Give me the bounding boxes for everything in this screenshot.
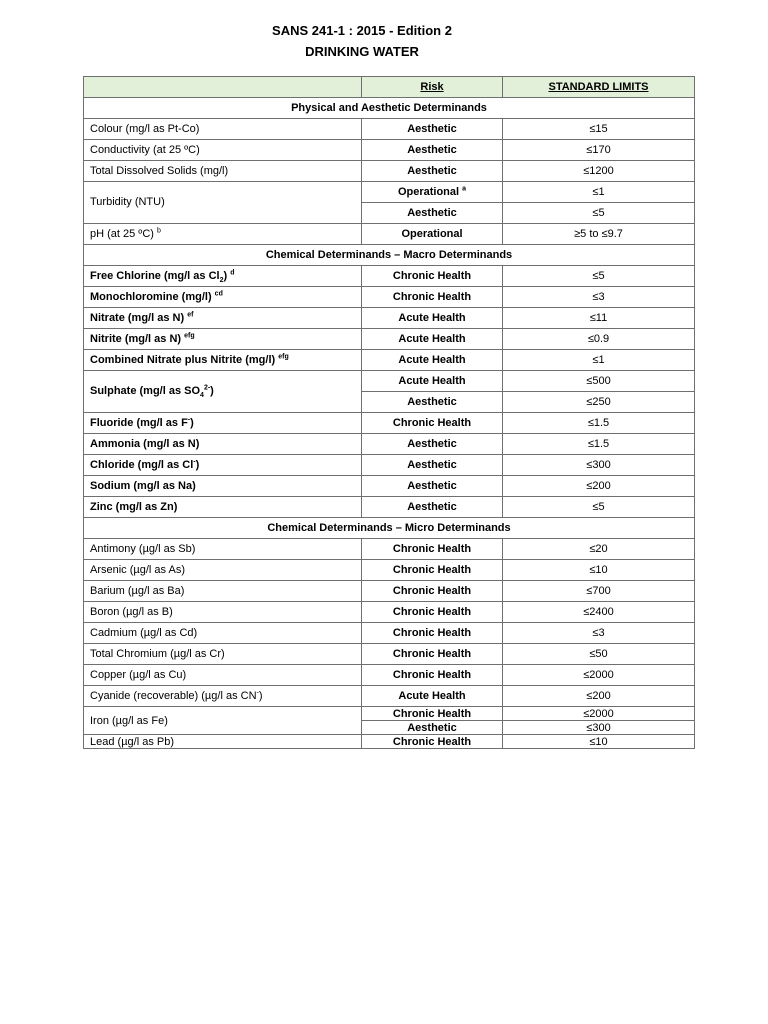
limit-cell: ≤700 — [503, 581, 695, 602]
risk-label: Aesthetic — [407, 458, 457, 471]
limit-cell: ≤20 — [503, 539, 695, 560]
table-row — [84, 707, 695, 721]
determinand-name: Boron (µg/l as B) — [90, 605, 173, 618]
risk-label: Chronic Health — [392, 563, 472, 576]
risk-cell — [362, 140, 503, 161]
determinand-cell — [84, 623, 362, 644]
determinand-name: Antimony (µg/l as Sb) — [90, 542, 196, 555]
table-row — [84, 602, 695, 623]
table-row — [84, 539, 695, 560]
table-header-row — [84, 77, 695, 98]
risk-cell — [362, 182, 503, 203]
determinand-name: Cyanide (recoverable) (µg/l as CN — [90, 689, 257, 702]
risk-label: Operational — [401, 227, 463, 240]
table-row — [84, 735, 695, 749]
limit-cell: ≤5 — [503, 266, 695, 287]
determinand-cell — [84, 308, 362, 329]
table-row — [84, 266, 695, 287]
risk-label: Aesthetic — [407, 395, 457, 408]
determinand-superscript: - — [187, 415, 191, 423]
section-row — [84, 518, 695, 539]
risk-label: Aesthetic — [407, 721, 457, 734]
table-row — [84, 182, 695, 203]
risk-cell — [362, 707, 503, 721]
limit-cell: ≤3 — [503, 623, 695, 644]
header-determinand — [84, 77, 362, 98]
limit-cell: ≤0.9 — [503, 329, 695, 350]
determinand-name: Copper (µg/l as Cu) — [90, 668, 187, 681]
determinand-cell — [84, 707, 362, 735]
determinand-cell — [84, 161, 362, 182]
determinand-cell — [84, 434, 362, 455]
risk-cell — [362, 560, 503, 581]
limit-cell: ≤500 — [503, 371, 695, 392]
determinand-cell — [84, 140, 362, 161]
determinand-subscript: 4 — [200, 392, 204, 400]
determinand-superscript: 2- — [203, 384, 211, 392]
determinand-name: Total Chromium (µg/l as Cr) — [90, 647, 225, 660]
determinand-cell — [84, 735, 362, 749]
determinand-name: Lead (µg/l as Pb) — [90, 735, 174, 748]
table-row — [84, 434, 695, 455]
risk-cell — [362, 224, 503, 245]
risk-cell — [362, 455, 503, 476]
limit-cell: ≤3 — [503, 287, 695, 308]
determinand-name: Turbidity (NTU) — [90, 196, 165, 208]
limit-cell: ≤200 — [503, 476, 695, 497]
determinand-name: pH (at 25 ºC) — [90, 227, 154, 240]
risk-cell — [362, 623, 503, 644]
table-row — [84, 665, 695, 686]
section-heading: Chemical Determinands – Micro Determinands — [84, 518, 695, 539]
determinand-cell — [84, 560, 362, 581]
limit-cell: ≥5 to ≤9.7 — [503, 224, 695, 245]
section-heading: Physical and Aesthetic Determinands — [84, 98, 695, 119]
table-row — [84, 287, 695, 308]
determinand-name-end: ) — [195, 458, 200, 471]
determinand-cell — [84, 665, 362, 686]
determinand-name: Ammonia (mg/l as N) — [90, 437, 200, 450]
section-row — [84, 98, 695, 119]
risk-label: Chronic Health — [392, 416, 472, 429]
limit-cell: ≤5 — [503, 497, 695, 518]
risk-label: Acute Health — [398, 374, 466, 387]
table-body — [84, 77, 695, 749]
determinand-cell — [84, 455, 362, 476]
section-heading: Chemical Determinands – Macro Determinands — [84, 245, 695, 266]
header-standard-limits — [503, 77, 695, 98]
risk-label: Chronic Health — [392, 626, 472, 639]
limit-cell: ≤10 — [503, 560, 695, 581]
footnote-marker: ef — [187, 310, 194, 318]
limit-cell: ≤5 — [503, 203, 695, 224]
determinand-name-end: ) — [258, 689, 263, 702]
risk-label: Chronic Health — [392, 668, 472, 681]
determinand-cell — [84, 497, 362, 518]
risk-label: Acute Health — [398, 689, 466, 702]
table-row — [84, 119, 695, 140]
limit-cell: ≤1.5 — [503, 434, 695, 455]
limit-cell: ≤1 — [503, 350, 695, 371]
determinand-name-end: ) — [223, 269, 228, 282]
determinand-name: Zinc (mg/l as Zn) — [90, 500, 178, 513]
determinand-cell — [84, 686, 362, 707]
section-row — [84, 245, 695, 266]
risk-label: Chronic Health — [392, 290, 472, 303]
limit-cell: ≤170 — [503, 140, 695, 161]
risk-cell — [362, 371, 503, 392]
table-row — [84, 497, 695, 518]
risk-cell — [362, 119, 503, 140]
risk-cell — [362, 476, 503, 497]
risk-cell — [362, 266, 503, 287]
footnote-marker: efg — [184, 331, 195, 339]
risk-cell — [362, 329, 503, 350]
risk-label: Aesthetic — [407, 479, 457, 492]
determinand-name: Colour (mg/l as Pt-Co) — [90, 122, 200, 135]
limit-cell: ≤2000 — [503, 707, 695, 721]
risk-cell — [362, 434, 503, 455]
risk-cell — [362, 203, 503, 224]
risk-cell — [362, 350, 503, 371]
risk-label: Chronic Health — [392, 584, 472, 597]
table-row — [84, 560, 695, 581]
footnote-marker: efg — [278, 352, 289, 360]
determinand-name: Sulphate (mg/l as SO — [90, 385, 201, 397]
determinand-subscript: 2 — [219, 276, 224, 284]
limit-cell: ≤1.5 — [503, 413, 695, 434]
risk-label: Aesthetic — [407, 206, 457, 219]
document-title: SANS 241-1 : 2015 - Edition 2 — [272, 23, 452, 38]
limit-cell: ≤300 — [503, 721, 695, 735]
risk-label: Aesthetic — [407, 143, 457, 156]
risk-cell — [362, 665, 503, 686]
table-row — [84, 329, 695, 350]
determinand-cell — [84, 350, 362, 371]
risk-label: Chronic Health — [392, 707, 472, 720]
table-row — [84, 581, 695, 602]
determinand-name: Total Dissolved Solids (mg/l) — [90, 164, 229, 177]
footnote-marker: d — [230, 268, 235, 276]
table-row — [84, 308, 695, 329]
risk-cell — [362, 686, 503, 707]
document-subtitle: DRINKING WATER — [305, 44, 419, 59]
determinand-name: Monochloromine (mg/l) — [90, 290, 212, 303]
risk-label: Chronic Health — [392, 269, 472, 282]
table-row — [84, 224, 695, 245]
determinand-cell — [84, 602, 362, 623]
limit-cell: ≤300 — [503, 455, 695, 476]
risk-label: Acute Health — [398, 311, 466, 324]
determinand-name: Cadmium (µg/l as Cd) — [90, 626, 198, 639]
risk-cell — [362, 161, 503, 182]
limit-cell: ≤2000 — [503, 665, 695, 686]
header-limits-label: STANDARD LIMITS — [548, 80, 649, 93]
determinand-name: Iron (µg/l as Fe) — [90, 714, 168, 727]
table-row — [84, 413, 695, 434]
risk-cell — [362, 392, 503, 413]
risk-label: Acute Health — [398, 332, 466, 345]
table-row — [84, 140, 695, 161]
determinand-name-end: ) — [210, 385, 214, 397]
determinand-cell — [84, 329, 362, 350]
risk-label: Chronic Health — [392, 542, 472, 555]
footnote-marker: a — [462, 184, 467, 192]
standard-limits-table — [83, 76, 695, 749]
determinand-name: Combined Nitrate plus Nitrite (mg/l) — [90, 353, 276, 366]
risk-label: Chronic Health — [392, 605, 472, 618]
determinand-cell — [84, 224, 362, 245]
table-row — [84, 371, 695, 392]
header-risk — [362, 77, 503, 98]
risk-label: Aesthetic — [407, 437, 457, 450]
risk-cell — [362, 644, 503, 665]
determinand-name: Nitrate (mg/l as N) — [90, 311, 185, 324]
determinand-name: Nitrite (mg/l as N) — [90, 332, 182, 345]
limit-cell: ≤15 — [503, 119, 695, 140]
risk-cell — [362, 413, 503, 434]
risk-label: Aesthetic — [407, 500, 457, 513]
limit-cell: ≤11 — [503, 308, 695, 329]
determinand-name: Chloride (mg/l as Cl — [90, 458, 194, 471]
table-row — [84, 476, 695, 497]
determinand-cell — [84, 539, 362, 560]
limit-cell: ≤1 — [503, 182, 695, 203]
limit-cell: ≤10 — [503, 735, 695, 749]
determinand-name: Conductivity (at 25 ºC) — [90, 143, 200, 156]
risk-cell — [362, 735, 503, 749]
determinand-name: Barium (µg/l as Ba) — [90, 584, 185, 597]
determinand-cell — [84, 266, 362, 287]
limit-cell: ≤250 — [503, 392, 695, 413]
determinand-cell — [84, 644, 362, 665]
limit-cell: ≤50 — [503, 644, 695, 665]
determinand-cell — [84, 119, 362, 140]
footnote-marker: cd — [214, 289, 223, 297]
risk-cell — [362, 602, 503, 623]
table-row — [84, 350, 695, 371]
risk-cell — [362, 721, 503, 735]
risk-label: Chronic Health — [392, 735, 472, 748]
table-row — [84, 161, 695, 182]
table-row — [84, 455, 695, 476]
determinand-cell — [84, 182, 362, 224]
risk-cell — [362, 539, 503, 560]
limit-cell: ≤2400 — [503, 602, 695, 623]
table-row — [84, 644, 695, 665]
determinand-superscript: - — [193, 457, 196, 465]
determinand-name: Arsenic (µg/l as As) — [90, 563, 185, 576]
determinand-superscript: - — [256, 688, 259, 696]
determinand-cell — [84, 581, 362, 602]
risk-label: Chronic Health — [392, 647, 472, 660]
determinand-name-end: ) — [190, 416, 194, 429]
risk-label: Operational — [397, 185, 460, 198]
risk-cell — [362, 497, 503, 518]
limit-cell: ≤200 — [503, 686, 695, 707]
risk-label: Acute Health — [398, 353, 466, 366]
table-row — [84, 623, 695, 644]
determinand-cell — [84, 476, 362, 497]
determinand-cell — [84, 287, 362, 308]
determinand-name: Free Chlorine (mg/l as Cl — [90, 269, 220, 282]
determinand-cell — [84, 371, 362, 413]
determinand-cell — [84, 413, 362, 434]
footnote-marker: b — [157, 226, 161, 234]
risk-cell — [362, 308, 503, 329]
risk-label: Aesthetic — [407, 122, 457, 135]
risk-cell — [362, 581, 503, 602]
risk-cell — [362, 287, 503, 308]
limit-cell: ≤1200 — [503, 161, 695, 182]
table-row — [84, 686, 695, 707]
determinand-name: Fluoride (mg/l as F — [90, 416, 188, 429]
header-risk-label: Risk — [420, 80, 444, 93]
risk-label: Aesthetic — [407, 164, 457, 177]
determinand-name: Sodium (mg/l as Na) — [90, 479, 196, 492]
